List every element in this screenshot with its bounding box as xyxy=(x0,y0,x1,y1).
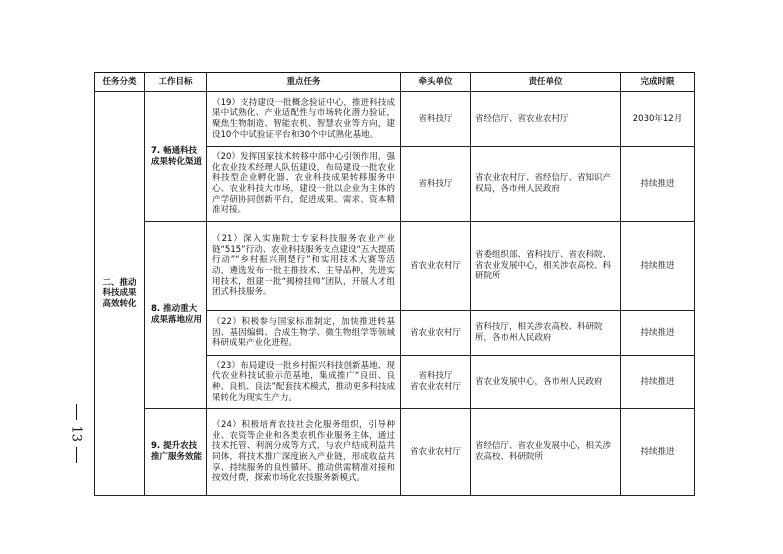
table-row xyxy=(95,92,695,147)
deadline-cell: 持续推进 xyxy=(621,356,695,409)
table-row xyxy=(95,409,695,496)
responsible-unit-cell: 省委组织部、省科技厅、省农科院、省农业发展中心，相关涉农高校、科研院所 xyxy=(471,222,621,311)
lead-unit-cell: 省农业农村厅 xyxy=(401,409,471,496)
task-cell: （24）积极培育农技社会化服务组织，引导种业、农资等企业和各类农机作业服务主体，通过技术托管、利润分成等方式，与农户结成利益共同体，将技术推广深度嵌入产业链，形成收益共享、持续服务的良性循环。推动供需精准对接和按效付费，探索市场化农技服务新模式。 xyxy=(207,409,401,496)
header-task: 重点任务 xyxy=(207,73,401,92)
category-cell: 二、推动科技成果高效转化 xyxy=(95,92,145,496)
responsible-unit-cell: 省经信厅、省农业农村厅 xyxy=(471,92,621,147)
page-number-dash-top xyxy=(76,404,77,420)
header-lead-unit: 牵头单位 xyxy=(401,73,471,92)
goal-cell: 8. 推动重大成果落地应用 xyxy=(145,222,207,409)
lead-unit-cell: 省农业农村厅 xyxy=(401,222,471,311)
table-header-row xyxy=(95,73,695,92)
task-cell: （21）深入实施院士专家科技服务农业产业链“515”行动、农业科技服务支点建设“五大提质行动”“乡村振兴荆楚行”和实用技术大赛等活动，遴选发布一批主推技术、主导品种，先进实用技术，组建一批“揭榜挂帅”团队，开展人才组团式科技服务。 xyxy=(207,222,401,311)
responsible-unit-cell: 省农业农村厅、省经信厅、省知识产权局，各市州人民政府 xyxy=(471,147,621,222)
task-table xyxy=(94,72,695,496)
lead-unit-cell: 省科技厅 xyxy=(401,92,471,147)
responsible-unit-cell: 省科技厅，相关涉农高校、科研院所，各市州人民政府 xyxy=(471,311,621,356)
table-row xyxy=(95,222,695,311)
goal-cell: 9. 提升农技推广服务效能 xyxy=(145,409,207,496)
header-responsible-unit: 责任单位 xyxy=(471,73,621,92)
deadline-cell: 持续推进 xyxy=(621,222,695,311)
responsible-unit-cell: 省经信厅、省农业发展中心，相关涉农高校、科研院所 xyxy=(471,409,621,496)
task-cell: （19）支持建设一批概念验证中心，推进科技成果中试熟化、产业适配性与市场转化潜力验证，聚焦生物制造、智能农机、智慧农业等方向，建设10个中试验证平台和30个中试熟化基地。 xyxy=(207,92,401,147)
deadline-cell: 2030年12月 xyxy=(621,92,695,147)
page-number-dash-bottom xyxy=(76,447,77,463)
task-cell: （22）积极参与国家标准制定，加快推进转基因、基因编辑、合成生物学、微生物组学等领域科研成果产业化进程。 xyxy=(207,311,401,356)
lead-unit-cell: 省科技厅 省农业农村厅 xyxy=(401,356,471,409)
lead-unit-cell: 省科技厅 xyxy=(401,147,471,222)
page-number xyxy=(68,404,84,463)
deadline-cell: 持续推进 xyxy=(621,311,695,356)
goal-cell: 7. 畅通科技成果转化渠道 xyxy=(145,92,207,222)
task-cell: （20）发挥国家技术转移中部中心引领作用，强化农业技术经理人队伍建设，布局建设一批农业科技型企业孵化器、农业科技成果转移服务中心、农业科技大市场，建设一批以企业为主体的产学研协同创新平台，促进成果、需求、资本精准对接。 xyxy=(207,147,401,222)
page-number-text: 13 xyxy=(68,425,84,443)
deadline-cell: 持续推进 xyxy=(621,147,695,222)
responsible-unit-cell: 省农业发展中心，各市州人民政府 xyxy=(471,356,621,409)
deadline-cell: 持续推进 xyxy=(621,409,695,496)
header-deadline: 完成时限 xyxy=(621,73,695,92)
header-goal: 工作目标 xyxy=(145,73,207,92)
task-cell: （23）布局建设一批乡村振兴科技创新基地、现代农业科技试验示范基地，集成推广“良田、良种、良机、良法”配套技术模式，推动更多科技成果转化为现实生产力。 xyxy=(207,356,401,409)
lead-unit-cell: 省农业农村厅 xyxy=(401,311,471,356)
header-category: 任务分类 xyxy=(95,73,145,92)
